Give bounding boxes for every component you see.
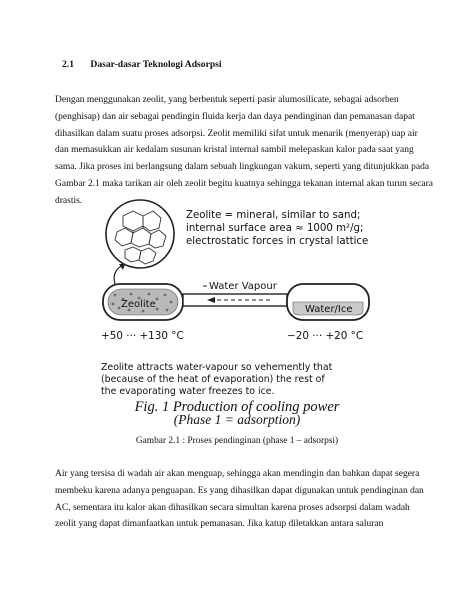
figure-2-1	[95, 198, 375, 418]
vapour-pipe	[183, 294, 287, 306]
zeolite-desc-line: internal surface area ≈ 1000 m²/g;	[186, 223, 364, 234]
zeolite-desc-line: electrostatic forces in crystal lattice	[186, 236, 369, 247]
crystal-lattice-icon	[106, 200, 174, 268]
paragraph-line: membeku karena adanya penguapan. Es yang dihasilkan dapat digunakan untuk pendinginan dan	[55, 485, 424, 496]
paragraph-line: AC, sementara itu kalor akan dihasilkan secara simultan karena proses adsorpsi dalam wadah	[55, 502, 410, 513]
figure-title-line: (Phase 1 = adsorption)	[173, 412, 301, 427]
paragraph-2	[55, 466, 428, 533]
paragraph-line: (penghisap) dan air sebagai pendingin fluida kerja dan daya pendinginan dan pemanasan dapat	[55, 111, 415, 122]
attract-line: (because of the heat of evaporation) the rest of	[101, 374, 325, 385]
paragraph-1	[55, 92, 434, 210]
paragraph-line: zeolit yang dapat dimanfaatkan untuk pemanasan. Jika katup diletakkan antara saluran	[55, 519, 384, 530]
temp-right: −20 ··· +20 °C	[287, 330, 364, 342]
section-title: Dasar-dasar Teknologi Adsorpsi	[90, 59, 222, 70]
water-ice-label: Water/Ice	[305, 304, 353, 315]
paragraph-line: dihasilkan dalam suatu proses adsorpsi. Zeolit memiliki sifat untuk menarik (menyerap) uap air	[55, 128, 418, 139]
water-vapour-label: Water Vapour	[209, 281, 277, 292]
section-number: 2.1	[62, 59, 74, 70]
figure-subtitle	[0, 413, 474, 427]
figure-title-line: Fig. 1 Production of cooling power	[134, 399, 340, 415]
paragraph-line: dan memasukkan air kedalam susunan kristal internal sambil melepaskan kalor pada saat yang	[55, 145, 414, 156]
zeolite-label: Zeolite	[121, 299, 156, 310]
paragraph-line: Air yang tersisa di wadah air akan menguap, sehingga akan mendingin dan bahkan dapat segera	[55, 469, 420, 479]
temp-left: +50 ··· +130 °C	[101, 330, 184, 342]
paragraph-line: Dengan menggunakan zeolit, yang berbentuk seperti pasir alumosilicate, sebagai adsorben	[55, 95, 399, 105]
figure-caption: Gambar 2.1 : Proses pendinginan (phase 1 – adsorpsi)	[135, 436, 339, 446]
paragraph-line: sama. Jika proses ini berlangsung dalam sebuah lingkungan vakum, seperti yang ditunjukkan pada	[55, 162, 430, 173]
attract-line: Zeolite attracts water-vapour so vehemently that	[101, 362, 333, 373]
arrow-up-icon	[114, 264, 125, 284]
attract-line: the evaporating water freezes to ice.	[101, 386, 275, 397]
zeolite-desc-line: Zeolite = mineral, similar to sand;	[186, 210, 361, 221]
paragraph-line: Gambar 2.1 maka tarikan air oleh zeolit begitu kuatnya sehingga tekanan internal akan turun secara	[55, 178, 434, 189]
section-heading	[62, 59, 222, 70]
paragraph-line: drastis.	[55, 195, 83, 206]
figure-illustration	[95, 198, 375, 418]
